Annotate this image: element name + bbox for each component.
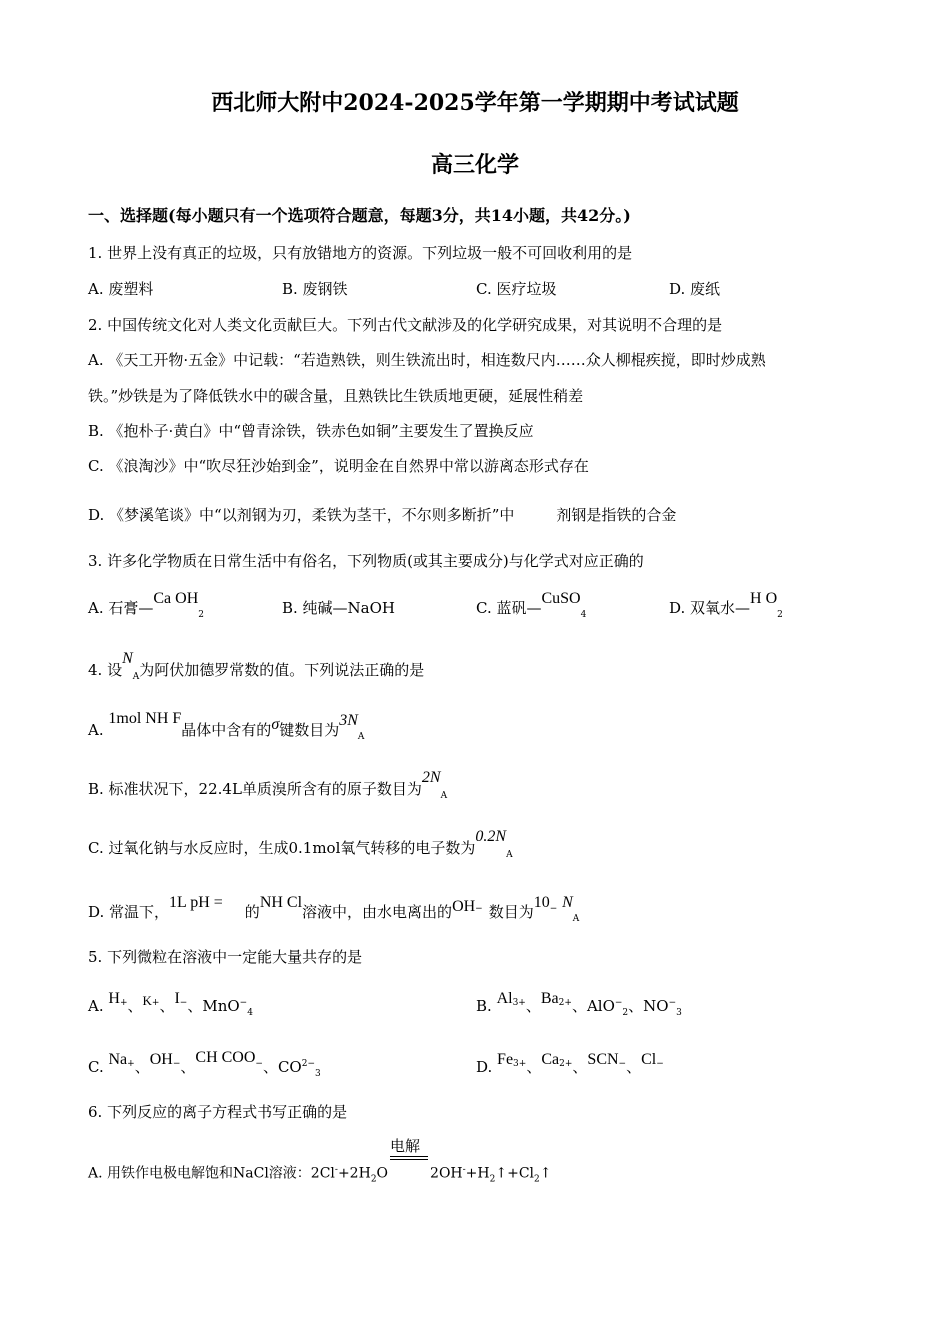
q5-option-a-label: A. <box>88 997 104 1015</box>
q2-option-a-line2: 铁。”炒铁是为了降低铁水中的碳含量，且熟铁比生铁质地更硬，延展性稍差 <box>88 387 584 405</box>
separator: 、 <box>526 1058 542 1076</box>
separator: 、 <box>134 1058 150 1076</box>
q3-option-b: B. 纯碱—NaOH <box>282 599 396 617</box>
section-heading: 一、选择题(每小题只有一个选项符合题意，每题3分，共14小题，共42分。) <box>88 206 631 225</box>
question-5-stem: 5. 下列微粒在溶液中一定能大量共存的是 <box>88 948 363 966</box>
q2-option-c: C. 《浪淘沙》中“吹尽狂沙始到金”，说明金在自然界中常以游离态形式存在 <box>88 457 589 475</box>
page-title: 西北师大附中2024-2025学年第一学期期中考试试题 <box>211 90 739 116</box>
q3-option-d-label: D. 双氧水— <box>669 599 751 617</box>
separator: 、 <box>127 997 143 1015</box>
question-6-stem: 6. 下列反应的离子方程式书写正确的是 <box>88 1103 348 1121</box>
q4-option-d-text3: 数目为 <box>488 903 534 921</box>
q5-option-b: B. $Al^{3+}$、$Ba^{2+}$、AlO−$_2$、$NO^-_3$ <box>476 990 682 1018</box>
separator: 、 <box>525 997 541 1015</box>
ion-iron: Fe <box>497 1051 514 1068</box>
separator: 、 <box>159 997 175 1015</box>
q4-option-d-text1: 的 <box>244 903 260 921</box>
separator: 、 <box>626 1058 642 1076</box>
electrolysis-condition <box>388 1137 430 1180</box>
ion-potassium: K <box>142 993 152 1008</box>
sigma-symbol: σ <box>271 716 280 733</box>
q4-option-b-text: B. 标准状况下，22.4L单质溴所含有的原子数目为 <box>88 780 422 798</box>
q4-option-d-label: D. 常温下， <box>88 903 170 921</box>
q5-option-b-label: B. <box>476 997 492 1015</box>
page-subtitle: 高三化学 <box>430 152 519 178</box>
ion-acetate: CH COO <box>195 1049 256 1066</box>
q5-option-a: A. H+、K+、I−、MnO−$_4$ <box>88 990 253 1018</box>
q4-option-d: D. 常温下，1L pH =的NH Cl溶液中，由水电离出的OH− 数目为10− $N_A$ <box>88 894 580 924</box>
q2-option-d <box>88 505 676 525</box>
q3-option-a: A. 石膏—Ca $OH_2$ <box>88 590 204 620</box>
q2-option-a-line1: A. 《天工开物·五金》中记载：“若造熟铁，则生铁流出时，相连数尺内……众人柳棍疾搅，即时炒成熟 <box>88 351 766 369</box>
q4-option-a-value: 3N <box>339 712 358 729</box>
ion-hydroxide: OH <box>149 1051 173 1068</box>
q1-option-a: A. 废塑料 <box>88 280 154 298</box>
q4-stem-prefix: 4. 设 <box>88 661 123 679</box>
q5-option-c-label: C. <box>88 1058 104 1076</box>
question-4-stem: 4. 设$N_A$为阿伏加德罗常数的值。下列说法正确的是 <box>88 650 425 682</box>
question-3-stem: 3. 许多化学物质在日常生活中有俗名，下列物质(或其主要成分)与化学式对应正确的 <box>88 552 644 570</box>
q2-option-d-part1: D. 《梦溪笔谈》中“以剂钢为刃，柔铁为茎干，不尔则多断折”中 <box>88 506 515 524</box>
ion-carbonate: 、CO <box>262 1058 302 1076</box>
ion-barium: Ba <box>540 990 559 1007</box>
q4-stem-suffix: 为阿伏加德罗常数的值。下列说法正确的是 <box>139 661 425 679</box>
q6-option-a: A. 用铁作电极电解饱和NaCl溶液：$2Cl^-+2H_2O$ 电解 $2OH^-+H_2↑+Cl_2↑$ <box>88 1137 552 1185</box>
formula-blue-vitriol: CuSO <box>541 590 581 607</box>
q2-option-b: B. 《抱朴子·黄白》中“曾青涂铁，铁赤色如铜”主要发生了置换反应 <box>88 422 534 440</box>
ion-iodide: I <box>174 990 180 1007</box>
q3-option-c-label: C. 蓝矾— <box>476 599 542 617</box>
formula-gypsum: Ca OH <box>153 590 199 607</box>
q5-option-d: D. $Fe^{3+}$、$Ca^{2+}$、SCN−、Cl− <box>476 1051 664 1076</box>
q3-option-a-label: A. 石膏— <box>88 599 154 617</box>
q6-gas-arrow: ↑ <box>539 1165 552 1182</box>
ion-sodium: Na <box>108 1051 128 1068</box>
separator: 、 <box>180 1058 196 1076</box>
q3-option-d: D. 双氧水—H $O_2$ <box>669 590 783 620</box>
separator: 、 <box>572 1058 588 1076</box>
ion-chloride: Cl <box>641 1051 657 1068</box>
ion-nitrate: 、NO <box>628 997 669 1015</box>
formula-hydroxide: OH <box>452 898 476 915</box>
formula-ph: 1L pH = <box>169 894 223 911</box>
q6-water-coef: +2H <box>337 1165 371 1182</box>
ion-aluminium: Al <box>496 990 513 1007</box>
q4-option-c: C. 过氧化钠与水反应时，生成0.1mol氧气转移的电子数为$0.2N_A$ <box>88 828 513 860</box>
q1-option-d: D. 废纸 <box>669 280 721 298</box>
q4-option-c-value: 0.2N <box>475 828 507 845</box>
q4-option-a-text2: 键数目为 <box>279 721 340 739</box>
ion-aluminate: 、AlO <box>571 997 615 1015</box>
q4-option-c-text: C. 过氧化钠与水反应时，生成0.1mol氧气转移的电子数为 <box>88 839 476 857</box>
q5-option-d-label: D. <box>476 1058 493 1076</box>
question-2-stem: 2. 中国传统文化对人类文化贡献巨大。下列古代文献涉及的化学研究成果，对其说明不合理的是 <box>88 316 723 334</box>
question-1-stem: 1. 世界上没有真正的垃圾，只有放错地方的资源。下列垃圾一般不可回收利用的是 <box>88 244 633 262</box>
avogadro-symbol-d: N <box>562 894 573 911</box>
formula-nh4cl: NH Cl <box>259 894 303 911</box>
q4-option-a: A. 1mol NH F晶体中含有的σ键数目为$3N_A$ <box>88 710 365 742</box>
formula-hydrogen-peroxide: H O <box>750 590 778 607</box>
q2-option-d-part2: 剂钢是指铁的合金 <box>556 506 677 524</box>
q1-option-c: C. 医疗垃圾 <box>476 280 557 298</box>
q5-option-c: C. Na+、OH−、CH COO−、$CO^{2-}_3$ <box>88 1049 321 1079</box>
electrolysis-label: 电解 <box>390 1137 421 1155</box>
q4-option-a-text: 晶体中含有的 <box>181 721 272 739</box>
ion-permanganate: 、MnO <box>187 997 240 1015</box>
ion-hydrogen: H <box>108 990 120 1007</box>
q6-product-h2: +H <box>465 1165 490 1182</box>
q4-option-b-value: 2N <box>421 769 441 786</box>
ion-calcium: Ca <box>541 1051 560 1068</box>
q6-water-o: O <box>376 1165 389 1182</box>
q4-option-a-label: A. <box>88 721 104 739</box>
q6-product-cl2: ↑+Cl <box>495 1165 535 1182</box>
ion-thiocyanate: SCN <box>587 1051 619 1068</box>
q3-option-c: C. 蓝矾—CuSO$_4$ <box>476 590 587 620</box>
q6-option-a-text: A. 用铁作电极电解饱和NaCl溶液：2Cl <box>88 1165 335 1182</box>
formula-nh4f: 1mol NH F <box>108 710 182 727</box>
formula-power: 10 <box>533 894 550 911</box>
q6-product-oh: 2OH <box>430 1165 463 1182</box>
q1-option-b: B. 废钢铁 <box>282 280 348 298</box>
avogadro-symbol: N <box>122 650 133 667</box>
q4-option-b: B. 标准状况下，22.4L单质溴所含有的原子数目为$2N_A$ <box>88 769 448 801</box>
q4-option-d-text2: 溶液中，由水电离出的 <box>302 903 453 921</box>
